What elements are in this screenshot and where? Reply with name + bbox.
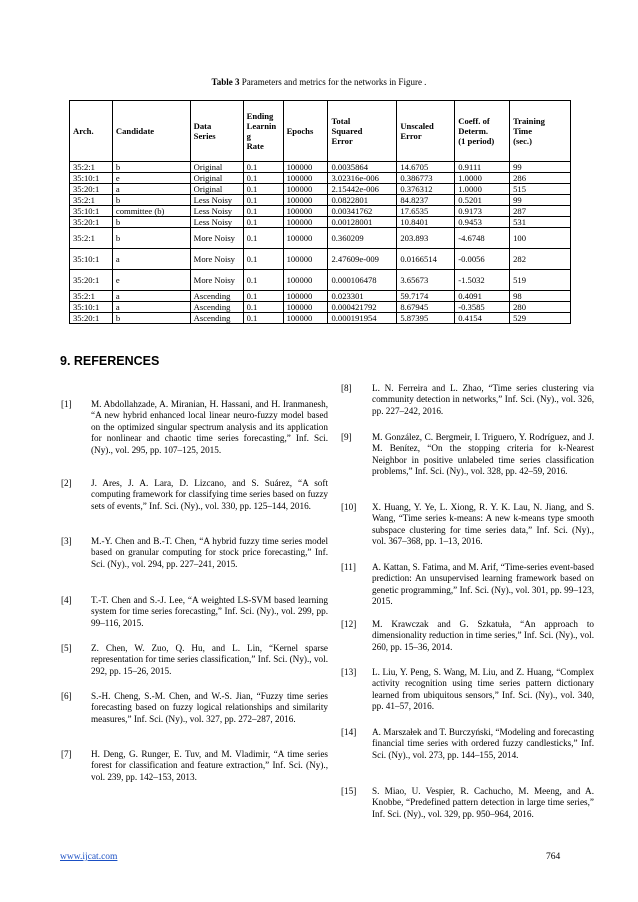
table-cell: 0.1: [243, 184, 283, 195]
table-cell: 1.0000: [455, 173, 510, 184]
table-cell: Less Noisy: [190, 217, 243, 228]
reference-number: [13]: [341, 667, 357, 677]
table-cell: 35:10:1: [70, 302, 113, 313]
table-row: [70, 184, 571, 195]
table-cell: 531: [510, 217, 571, 228]
table-caption-text: Parameters and metrics for the networks in Figure .: [239, 77, 427, 87]
header-line: Total: [331, 116, 351, 126]
header-line: (sec.): [513, 136, 532, 146]
header-line: Ending: [246, 111, 274, 121]
reference-text: H. Deng, G. Runger, E. Tuv, and M. Vladimir, “A time series forest for classification and feature extraction,” Inf. Sci. (Ny)., vol. 239, pp. 142–153, 2013.: [91, 749, 328, 782]
table-cell: 0.023301: [328, 291, 397, 302]
table-row: [70, 270, 571, 291]
header-data-series: [190, 101, 243, 162]
table-cell: -0.3585: [455, 302, 510, 313]
table-row: [70, 173, 571, 184]
table-cell: 35:20:1: [70, 313, 113, 324]
table-row: [70, 162, 571, 173]
table-cell: e: [112, 173, 190, 184]
table-row: [70, 291, 571, 302]
header-line: g: [246, 131, 251, 141]
table-cell: 0.4091: [455, 291, 510, 302]
reference-number: [1]: [61, 399, 72, 409]
header-training-time: [510, 101, 571, 162]
table-cell: 0.000421792: [328, 302, 397, 313]
table-cell: 282: [510, 249, 571, 270]
table-cell: -4.6748: [455, 228, 510, 249]
table-cell: a: [112, 302, 190, 313]
reference-text: A. Kattan, S. Fatima, and M. Arif, “Time-series event-based prediction: An unsupervised learning framework based on genetic programming,” Inf. Sci. (Ny)., vol. 301, pp. 99–123, 2015.: [372, 562, 594, 607]
table-cell: e: [112, 270, 190, 291]
table-cell: 35:2:1: [70, 162, 113, 173]
table-cell: 203.893: [397, 228, 455, 249]
table-body: [70, 162, 571, 324]
table-row: [70, 302, 571, 313]
table-cell: 35:2:1: [70, 291, 113, 302]
reference-text: L. N. Ferreira and L. Zhao, “Time series clustering via community detection in networks,” Inf. Sci. (Ny)., vol. 326, pp. 227–242, 2016.: [372, 383, 594, 416]
table-cell: 59.7174: [397, 291, 455, 302]
table-cell: 0.1: [243, 291, 283, 302]
table-cell: 0.0822801: [328, 195, 397, 206]
table-row: [70, 249, 571, 270]
header-line: Coeff. of: [458, 116, 490, 126]
header-line: Data: [193, 121, 212, 131]
table-cell: 98: [510, 291, 571, 302]
reference-number: [11]: [341, 562, 356, 572]
header-line: Unscaled: [400, 121, 434, 131]
table-cell: b: [112, 195, 190, 206]
table-cell: 280: [510, 302, 571, 313]
table-cell: 14.6705: [397, 162, 455, 173]
header-line: Series: [193, 131, 216, 141]
table-row: [70, 217, 571, 228]
reference-number: [12]: [341, 619, 357, 629]
table-cell: More Noisy: [190, 249, 243, 270]
parameters-table: [69, 100, 571, 324]
table-cell: 0.9173: [455, 206, 510, 217]
table-cell: 99: [510, 162, 571, 173]
table-row: [70, 313, 571, 324]
reference-text: M. Abdollahzade, A. Miranian, H. Hassani, and H. Iranmanesh, “A new hybrid enhanced local linear neuro-fuzzy model based on the optimized singular spectrum analysis and its application for nonlinear and chaotic time series forecasting,” Inf. Sci. (Ny)., vol. 295, pp. 107–125, 2015.: [91, 399, 328, 455]
table-cell: 35:20:1: [70, 217, 113, 228]
table-row: [70, 206, 571, 217]
reference-number: [2]: [61, 478, 72, 488]
table-cell: 0.9111: [455, 162, 510, 173]
header-line: (1 period): [458, 136, 495, 146]
table-cell: 100000: [283, 173, 328, 184]
table-cell: 286: [510, 173, 571, 184]
table-cell: 17.6535: [397, 206, 455, 217]
table-cell: 35:2:1: [70, 195, 113, 206]
table-cell: 0.1: [243, 249, 283, 270]
table-cell: 35:20:1: [70, 270, 113, 291]
reference-text: Z. Chen, W. Zuo, Q. Hu, and L. Lin, “Kernel sparse representation for time series classification,” Inf. Sci. (Ny)., vol. 292, pp. 15–26, 2015.: [91, 643, 328, 676]
reference-number: [15]: [341, 786, 357, 796]
header-line: Squared: [331, 126, 363, 136]
table-cell: 100000: [283, 249, 328, 270]
table-row: [70, 195, 571, 206]
table-cell: 84.8237: [397, 195, 455, 206]
table-cell: 0.1: [243, 217, 283, 228]
header-line: Training: [513, 116, 545, 126]
header-epochs: Epochs: [283, 101, 328, 162]
table-cell: 100000: [283, 195, 328, 206]
reference-text: S.-H. Cheng, S.-M. Chen, and W.-S. Jian, “Fuzzy time series forecasting based on fuzzy logical relationships and similarity measures,” Inf. Sci. (Ny)., vol. 327, pp. 272–287, 2016.: [91, 691, 328, 724]
table-cell: 287: [510, 206, 571, 217]
header-line: Rate: [246, 141, 264, 151]
reference-number: [10]: [341, 502, 357, 512]
table-cell: 100000: [283, 217, 328, 228]
table-cell: 0.00128001: [328, 217, 397, 228]
header-arch: Arch.: [70, 101, 113, 162]
header-unscaled-error: [397, 101, 455, 162]
table-cell: Original: [190, 162, 243, 173]
table-caption: [0, 77, 638, 87]
reference-text: J. Ares, J. A. Lara, D. Lizcano, and S. Suárez, “A soft computing framework for classifying time series based on fuzzy sets of events,” Inf. Sci. (Ny)., vol. 330, pp. 125–144, 2016.: [91, 478, 328, 511]
table-cell: 0.1: [243, 162, 283, 173]
table-cell: 0.5201: [455, 195, 510, 206]
table-cell: 10.8401: [397, 217, 455, 228]
page-number: 764: [546, 852, 561, 862]
reference-number: [7]: [61, 749, 72, 759]
table-cell: 100000: [283, 313, 328, 324]
table-cell: Ascending: [190, 313, 243, 324]
table-cell: a: [112, 184, 190, 195]
table-cell: 100000: [283, 228, 328, 249]
table-cell: a: [112, 291, 190, 302]
table-cell: 100000: [283, 206, 328, 217]
table-cell: 100000: [283, 162, 328, 173]
table-cell: 0.1: [243, 270, 283, 291]
table-row: [70, 228, 571, 249]
table-cell: 0.386773: [397, 173, 455, 184]
table-cell: 99: [510, 195, 571, 206]
reference-number: [14]: [341, 727, 357, 737]
reference-number: [5]: [61, 643, 72, 653]
table-cell: More Noisy: [190, 270, 243, 291]
table-cell: 100: [510, 228, 571, 249]
table-cell: 0.000106478: [328, 270, 397, 291]
reference-text: T.-T. Chen and S.-J. Lee, “A weighted LS-SVM based learning system for time series forecasting,” Inf. Sci. (Ny)., vol. 299, pp. 99–116, 2015.: [91, 595, 328, 628]
header-line: Error: [331, 136, 353, 146]
table-cell: 5.87395: [397, 313, 455, 324]
reference-number: [3]: [61, 536, 72, 546]
table-cell: 1.0000: [455, 184, 510, 195]
reference-number: [4]: [61, 595, 72, 605]
table-cell: a: [112, 249, 190, 270]
table-cell: -1.5032: [455, 270, 510, 291]
header-line: Determ.: [458, 126, 489, 136]
table-cell: 0.0035864: [328, 162, 397, 173]
table-cell: Less Noisy: [190, 195, 243, 206]
reference-number: [6]: [61, 691, 72, 701]
table-cell: 35:2:1: [70, 228, 113, 249]
table-cell: 0.1: [243, 302, 283, 313]
table-cell: 35:10:1: [70, 173, 113, 184]
header-line: Time: [513, 126, 533, 136]
table-cell: 0.00341762: [328, 206, 397, 217]
table-cell: 2.47609e-009: [328, 249, 397, 270]
table-header-row: [70, 101, 571, 162]
table-cell: b: [112, 313, 190, 324]
table-cell: 0.376312: [397, 184, 455, 195]
header-candidate: Candidate: [112, 101, 190, 162]
reference-text: M. Krawczak and G. Szkatuła, “An approach to dimensionality reduction in time series,” Inf. Sci. (Ny)., vol. 260, pp. 15–36, 2014.: [372, 619, 594, 652]
table-cell: 3.65673: [397, 270, 455, 291]
table-cell: 0.1: [243, 313, 283, 324]
table-cell: 0.9453: [455, 217, 510, 228]
table-cell: Ascending: [190, 291, 243, 302]
table-cell: 2.15442e-006: [328, 184, 397, 195]
table-cell: Less Noisy: [190, 206, 243, 217]
table-cell: b: [112, 162, 190, 173]
table-caption-label: Table 3: [211, 77, 240, 87]
header-learning-rate: [243, 101, 283, 162]
journal-url-link[interactable]: www.ijcat.com: [60, 852, 118, 862]
table-cell: Ascending: [190, 302, 243, 313]
table-cell: b: [112, 228, 190, 249]
table-cell: 0.1: [243, 206, 283, 217]
table-cell: 35:10:1: [70, 206, 113, 217]
reference-number: [9]: [341, 432, 352, 442]
table-cell: More Noisy: [190, 228, 243, 249]
table-cell: 0.4154: [455, 313, 510, 324]
reference-text: X. Huang, Y. Ye, L. Xiong, R. Y. K. Lau, N. Jiang, and S. Wang, “Time series k-means: A new k-means type smooth subspace clustering for time series data,” Inf. Sci. (Ny)., vol. 367–368, pp. 1–13, 2016.: [372, 502, 594, 547]
reference-text: A. Marszałek and T. Burczyński, “Modeling and forecasting financial time series with ordered fuzzy candlesticks,” Inf. Sci. (Ny)., vol. 273, pp. 144–155, 2014.: [372, 727, 594, 760]
table-cell: 519: [510, 270, 571, 291]
table-cell: 0.1: [243, 195, 283, 206]
table-cell: 529: [510, 313, 571, 324]
reference-text: M.-Y. Chen and B.-T. Chen, “A hybrid fuzzy time series model based on granular computing for stock price forecasting,” Inf. Sci. (Ny)., vol. 294, pp. 227–241, 2015.: [91, 536, 328, 569]
references-heading: 9. REFERENCES: [60, 354, 160, 368]
table-cell: 3.02316e-006: [328, 173, 397, 184]
table-cell: 0.0166514: [397, 249, 455, 270]
table-cell: Original: [190, 184, 243, 195]
header-line: Error: [400, 131, 422, 141]
table-cell: 0.1: [243, 228, 283, 249]
table-cell: 35:10:1: [70, 249, 113, 270]
reference-text: S. Miao, U. Vespier, R. Cachucho, M. Meeng, and A. Knobbe, “Predefined pattern detection in large time series,” Inf. Sci. (Ny)., vol. 329, pp. 950–964, 2016.: [372, 786, 594, 819]
table-cell: 100000: [283, 270, 328, 291]
table-cell: 515: [510, 184, 571, 195]
table-cell: 100000: [283, 291, 328, 302]
table-cell: Original: [190, 173, 243, 184]
reference-text: M. González, C. Bergmeir, I. Triguero, Y. Rodríguez, and J. M. Benítez, “On the stopping criteria for k-Nearest Neighbor in positive unlabeled time series classification problems,” Inf. Sci. (Ny)., vol. 328, pp. 42–59, 2016.: [372, 432, 594, 477]
table-cell: 0.000191954: [328, 313, 397, 324]
reference-text: L. Liu, Y. Peng, S. Wang, M. Liu, and Z. Huang, “Complex activity recognition using time series pattern dictionary learned from ubiquitous sensors,” Inf. Sci. (Ny)., vol. 340, pp. 41–57, 2016.: [372, 667, 594, 712]
table-cell: 0.1: [243, 173, 283, 184]
header-line: Learnin: [246, 121, 277, 131]
table-cell: 100000: [283, 302, 328, 313]
header-coeff-determ: [455, 101, 510, 162]
reference-number: [8]: [341, 383, 352, 393]
table-cell: 0.360209: [328, 228, 397, 249]
table-cell: 35:20:1: [70, 184, 113, 195]
table-cell: committee (b): [112, 206, 190, 217]
table-cell: 100000: [283, 184, 328, 195]
header-total-squared-error: [328, 101, 397, 162]
table-cell: -0.0056: [455, 249, 510, 270]
table-cell: b: [112, 217, 190, 228]
table-cell: 8.67945: [397, 302, 455, 313]
